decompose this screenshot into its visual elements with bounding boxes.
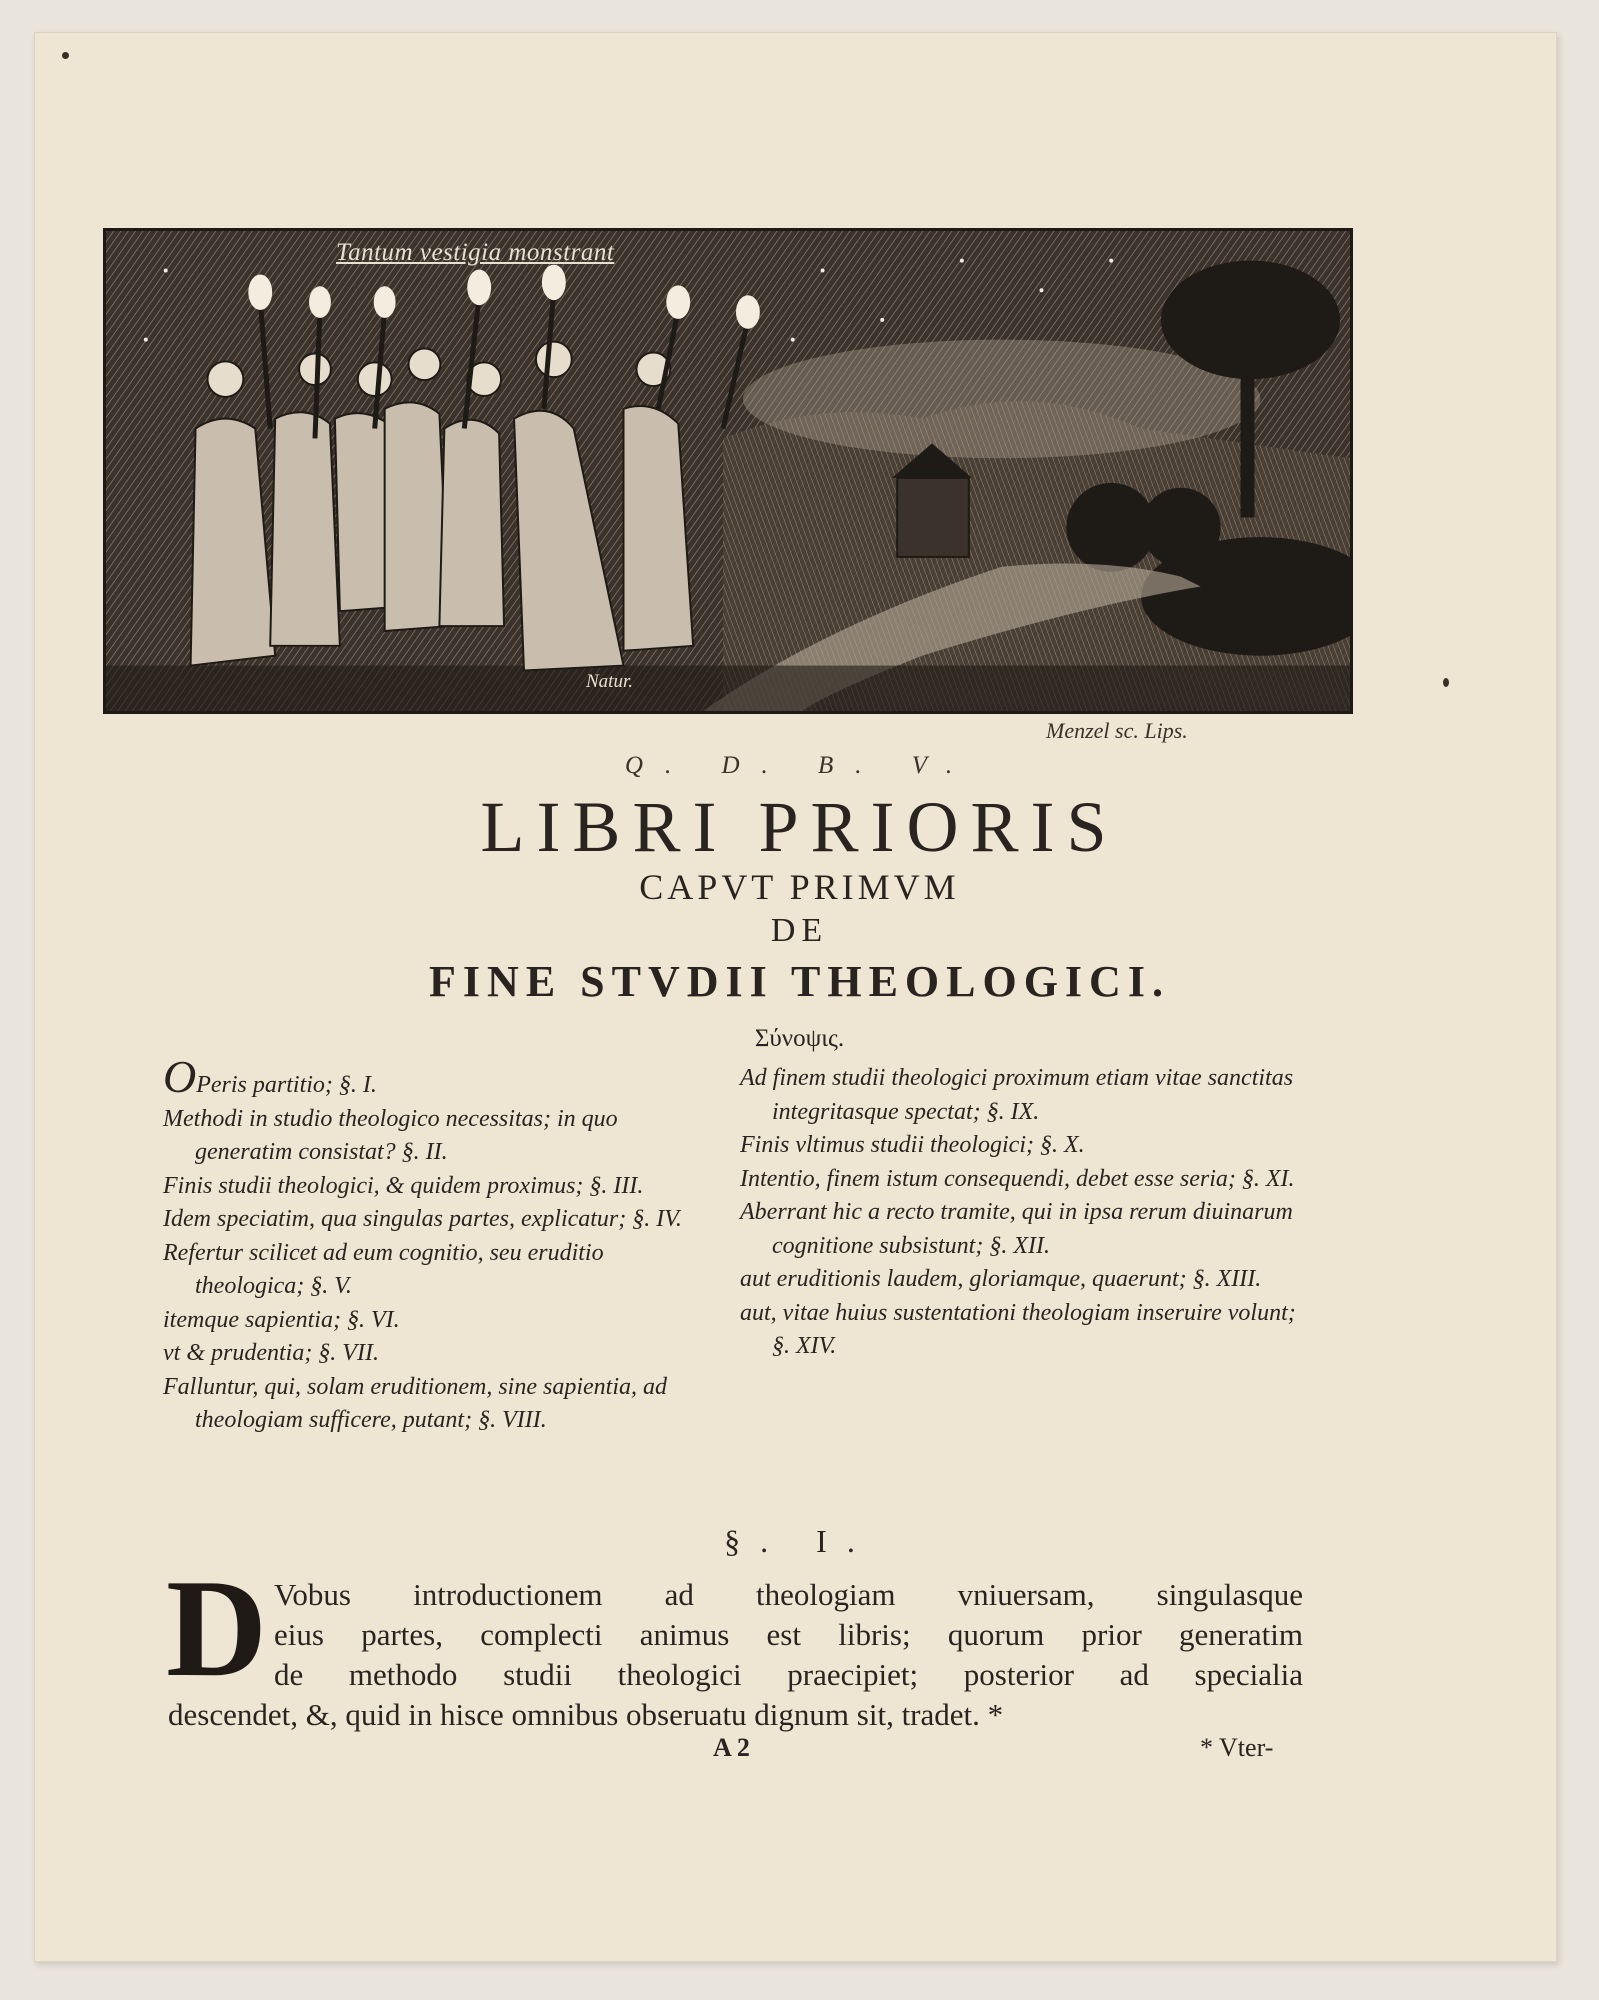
body-paragraph: [168, 1575, 1303, 1735]
ink-speck: [1443, 678, 1449, 687]
synopsis-left-column: [163, 1051, 711, 1438]
synopsis-entry: Finis vltimus studii theologici; §. X.: [740, 1132, 1085, 1158]
synopsis-entry: itemque sapientia; §. VI.: [163, 1306, 400, 1333]
synopsis-entry: aut eruditionis laudem, gloriamque, quaerunt; §. XIII.: [740, 1266, 1262, 1292]
synopsis-entry: Idem speciatim, qua singulas partes, explicatur; §. IV.: [163, 1206, 682, 1232]
synopsis-entry: Falluntur, qui, solam eruditionem, sine sapientia, ad theologiam sufficere, putant; §. VIII.: [163, 1373, 667, 1433]
body-line: descendet, &, quid in hisce omnibus obseruatu dignum sit, tradet. *: [168, 1697, 1004, 1732]
book-title: LIBRI PRIORIS: [480, 787, 1119, 867]
synopsis-entry: Methodi in studio theologico necessitas; in quo generatim consistat? §. II.: [163, 1105, 618, 1165]
synopsis-entry: Refertur scilicet ad eum cognitio, seu eruditio theologica; §. V.: [163, 1239, 604, 1299]
body-line: eius partes, complecti animus est libris; quorum prior generatim: [274, 1617, 1303, 1652]
engraving-scroll-label: Natur.: [586, 671, 633, 692]
synopsis-entry: aut, vitae huius sustentationi theologiam inseruire volunt; §. XIV.: [740, 1299, 1296, 1359]
body-line: Vobus introductionem ad theologiam vniuersam, singulasque: [274, 1577, 1303, 1612]
synopsis-initial: O: [163, 1051, 197, 1102]
synopsis-right-column: [740, 1062, 1300, 1364]
invocation: Q. D. B. V.: [624, 752, 975, 779]
engraving-motto: Tantum vestigia monstrant: [336, 239, 615, 266]
drop-cap: D: [166, 1551, 268, 1706]
ink-speck: [62, 52, 69, 59]
signature-mark: A 2: [713, 1733, 750, 1762]
engraving-illustration: [106, 231, 1350, 711]
chapter-preposition: DE: [770, 912, 829, 949]
body-line: de methodo studii theologici praecipiet; posterior ad specialia: [274, 1657, 1303, 1692]
chapter-title: CAPVT PRIMVM: [639, 867, 960, 907]
synopsis-entry: Intentio, finem istum consequendi, debet esse seria; §. XI.: [740, 1165, 1295, 1192]
section-heading: §. I.: [724, 1523, 875, 1559]
synopsis-entry: Aberrant hic a recto tramite, qui in ipsa rerum diuinarum cognitione subsistunt; §. XII.: [740, 1199, 1293, 1259]
engraver-signature: Menzel sc. Lips.: [1046, 718, 1188, 743]
synopsis-entry: vt & prudentia; §. VII.: [163, 1340, 379, 1366]
catchword: * Vter-: [1200, 1733, 1274, 1762]
chapter-subject: FINE STVDII THEOLOGICI.: [429, 957, 1170, 1006]
synopsis-entry: Finis studii theologici, & quidem proximus; §. III.: [163, 1172, 644, 1199]
frontispiece-engraving: [103, 228, 1353, 714]
synopsis-entry: OPeris partitio; §. I.: [163, 1051, 377, 1102]
synopsis-entry: Ad finem studii theologici proximum etiam vitae sanctitas integritasque spectat; §. IX.: [740, 1065, 1294, 1125]
synopsis-heading: Σύνοψις.: [754, 1025, 845, 1052]
